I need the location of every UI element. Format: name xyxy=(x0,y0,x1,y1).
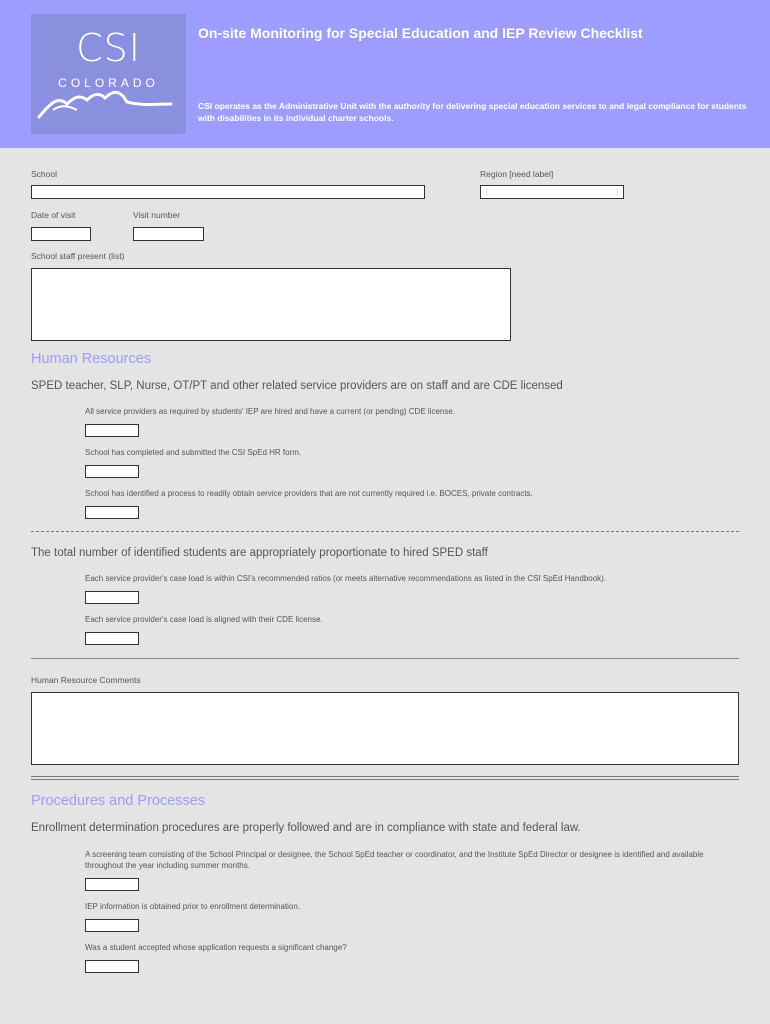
checklist-input[interactable] xyxy=(85,632,139,645)
school-label: School xyxy=(31,169,57,179)
divider xyxy=(31,658,739,659)
date-of-visit-input[interactable] xyxy=(31,227,91,241)
checklist-item-text: Each service provider's case load is within CSI's recommended ratios (or meets alternative recommendations as listed in the CSI SpEd Handbook). xyxy=(85,574,607,583)
checklist-input[interactable] xyxy=(85,878,139,891)
visit-number-label: Visit number xyxy=(133,210,181,220)
visit-number-input[interactable] xyxy=(133,227,204,241)
header-description: CSI operates as the Administrative Unit with the authority for delivering special education services to and legal compliance for students with disabilities in its individual charter schools. xyxy=(198,101,747,123)
checklist-input[interactable] xyxy=(85,506,139,519)
checklist-input[interactable] xyxy=(85,960,139,973)
checklist-item-text: IEP information is obtained prior to enrollment determination. xyxy=(85,902,301,911)
question-enrollment: Enrollment determination procedures are properly followed and are in compliance with state and federal law. xyxy=(31,822,581,834)
section-heading-procedures: Procedures and Processes xyxy=(31,793,206,809)
checklist-input[interactable] xyxy=(85,591,139,604)
school-input[interactable] xyxy=(31,185,425,199)
checklist-item-text: Was a student accepted whose application requests a significant change? xyxy=(85,943,347,952)
staff-present-textarea[interactable] xyxy=(31,268,511,341)
logo-text-csi: CSI xyxy=(76,26,141,70)
page-title: On-site Monitoring for Special Education and IEP Review Checklist xyxy=(198,25,643,41)
section-heading-human-resources: Human Resources xyxy=(31,351,152,367)
checklist-item-text: School has completed and submitted the CSI SpEd HR form. xyxy=(85,448,302,457)
divider xyxy=(31,779,739,780)
mountain-icon xyxy=(31,14,186,134)
checklist-input[interactable] xyxy=(85,424,139,437)
checklist-item-text: All service providers as required by students' IEP are hired and have a current (or pending) CDE license. xyxy=(85,407,456,416)
date-of-visit-label: Date of visit xyxy=(31,210,76,220)
question-hr-licensed: SPED teacher, SLP, Nurse, OT/PT and other related service providers are on staff and are CDE licensed xyxy=(31,380,563,392)
question-hr-proportion: The total number of identified students are appropriately proportionate to hired SPED staff xyxy=(31,547,488,559)
region-label: Region [need label] xyxy=(480,169,554,179)
csi-colorado-logo xyxy=(31,14,186,134)
staff-present-label: School staff present (list) xyxy=(31,251,125,261)
checklist-input[interactable] xyxy=(85,919,139,932)
checklist-item-text: School has identified a process to readily obtain service providers that are not currently required i.e. BOCES, private contracts. xyxy=(85,489,533,498)
checklist-item-text: A screening team consisting of the School Principal or designee, the School SpEd teacher or coordinator, and the Institute SpEd Director or designee is identified and available throughout the year including summer months. xyxy=(85,850,704,870)
hr-comments-label: Human Resource Comments xyxy=(31,675,141,685)
divider xyxy=(31,776,739,777)
region-input[interactable] xyxy=(480,185,624,199)
checklist-item-text: Each service provider's case load is aligned with their CDE license. xyxy=(85,615,323,624)
header-banner xyxy=(0,0,770,148)
checklist-input[interactable] xyxy=(85,465,139,478)
hr-comments-textarea[interactable] xyxy=(31,692,739,765)
divider xyxy=(31,531,739,532)
logo-text-colorado: COLORADO xyxy=(58,76,159,90)
